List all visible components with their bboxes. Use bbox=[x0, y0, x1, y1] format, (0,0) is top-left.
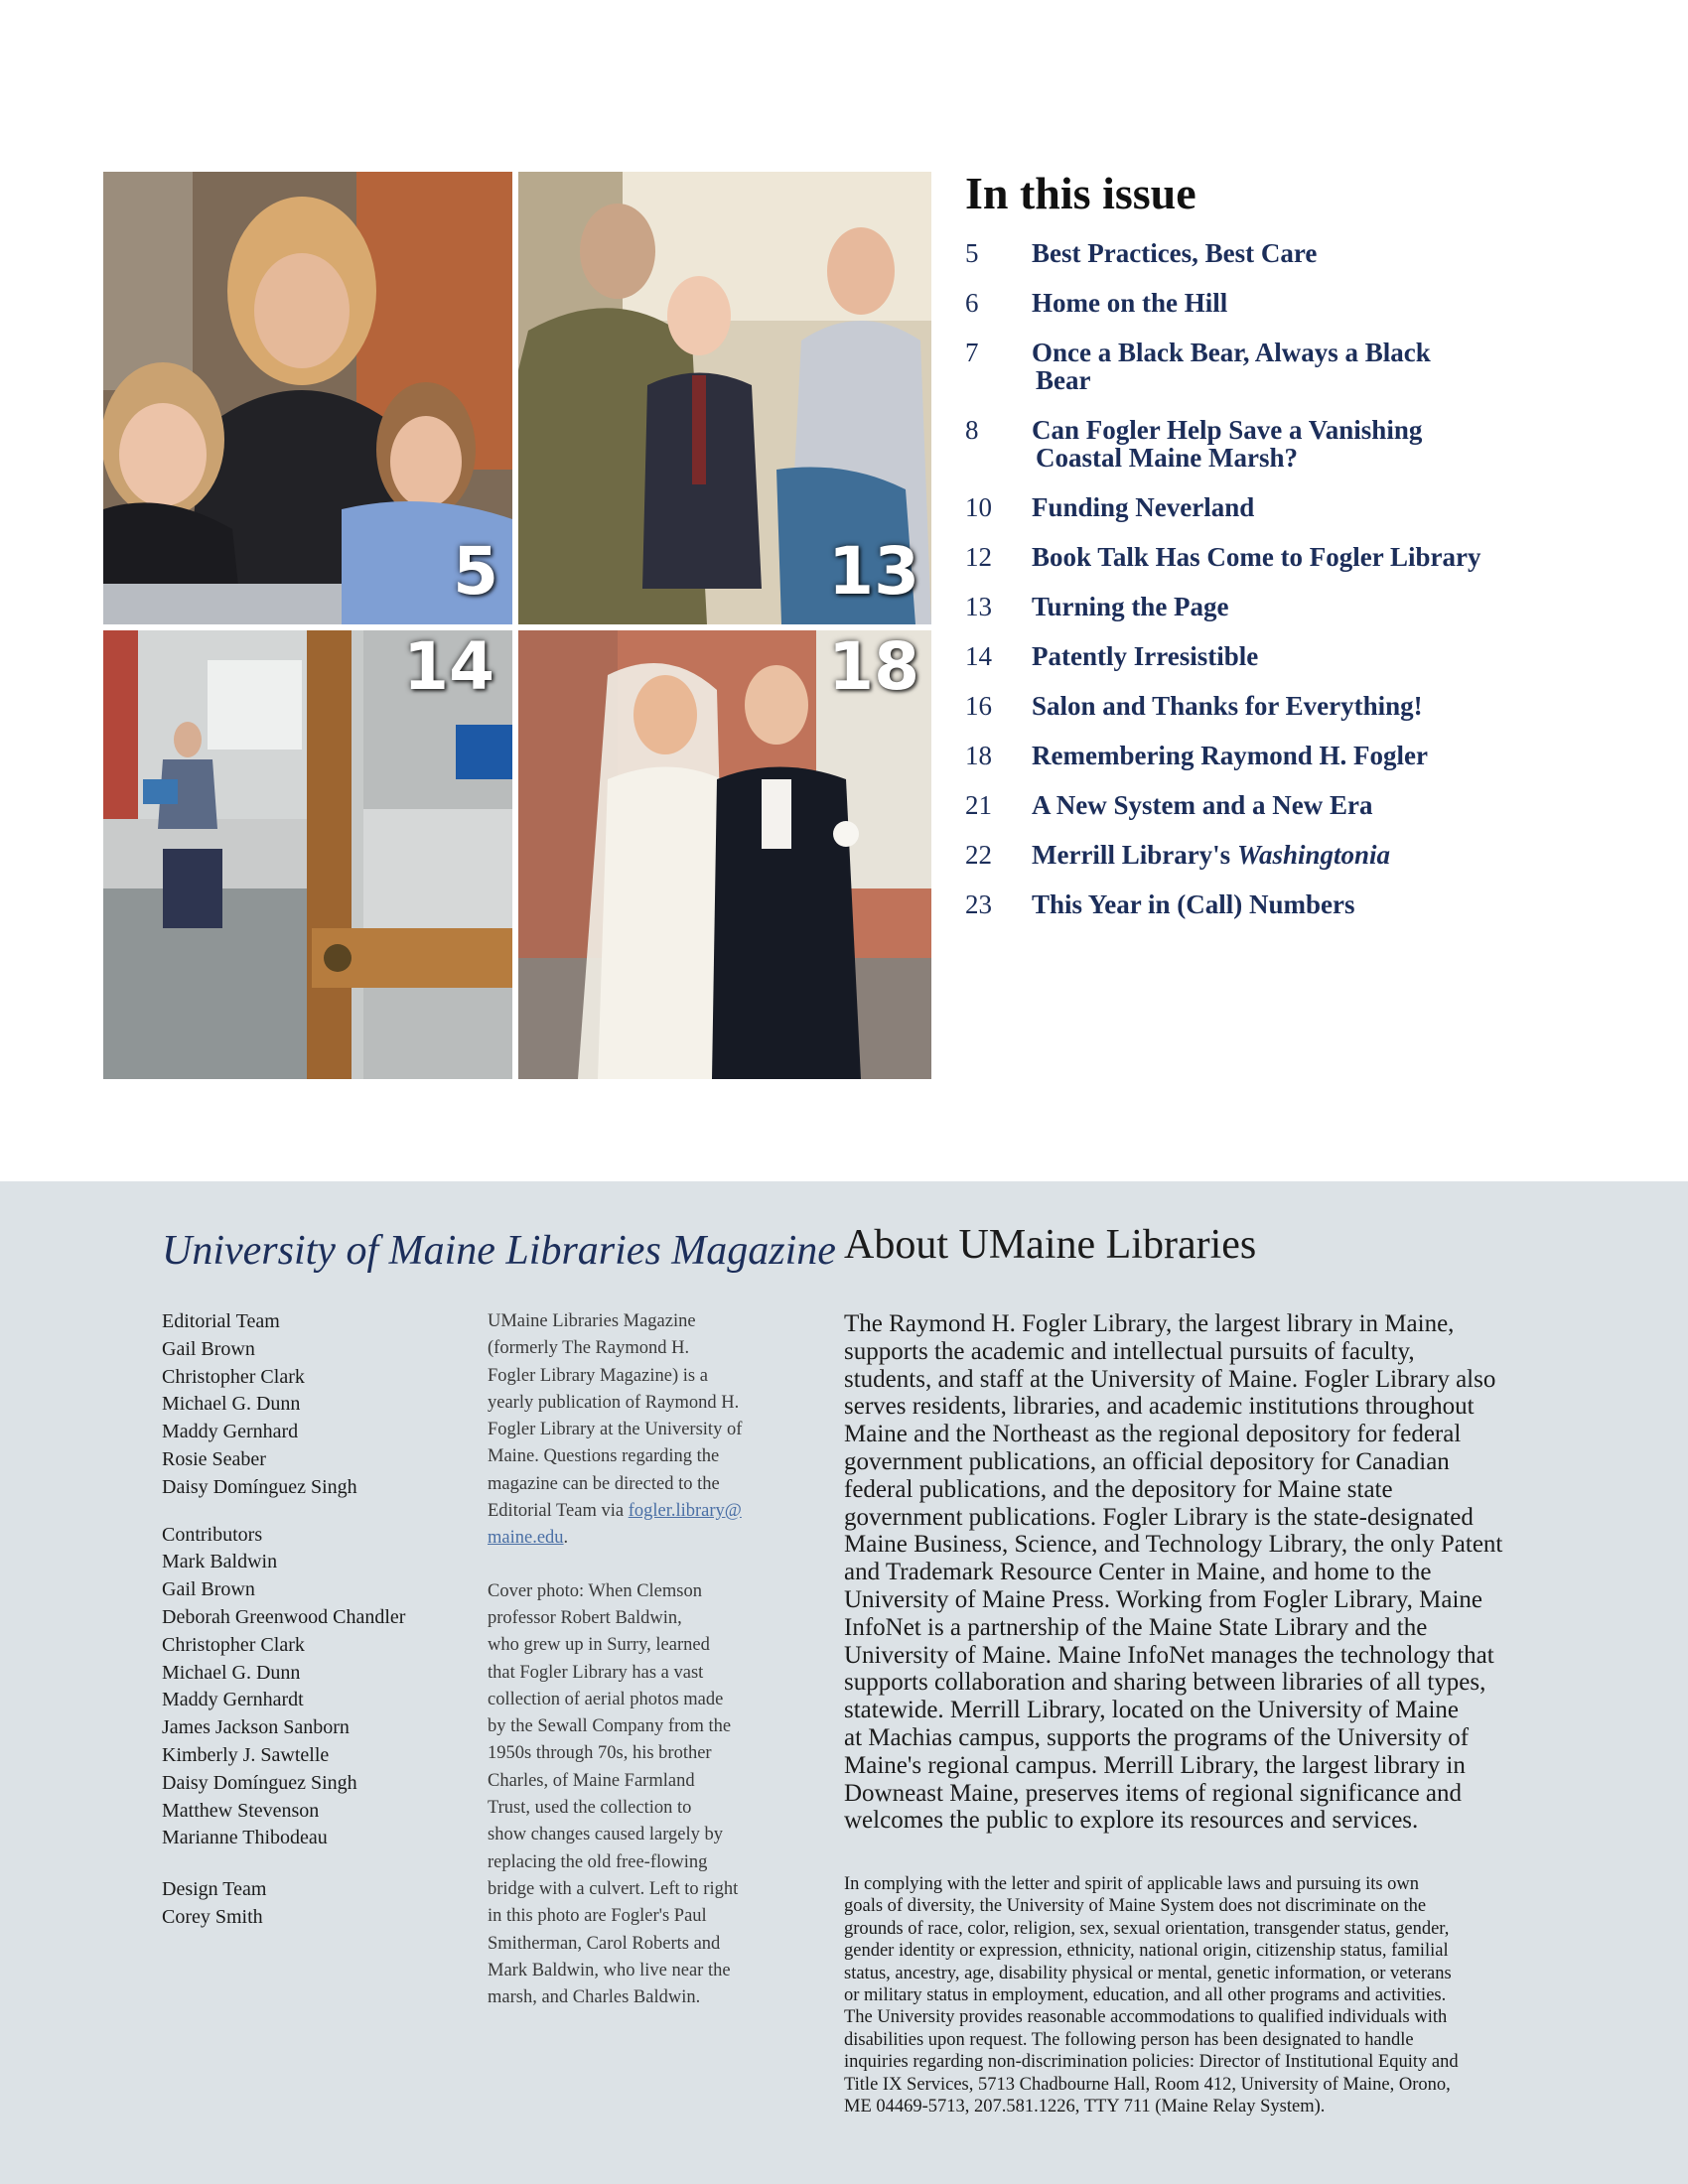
text-line: Maine. Questions regarding the bbox=[488, 1446, 720, 1467]
text-line: ME 04469-5713, 207.581.1226, TTY 711 (Maine Relay System). bbox=[844, 2097, 1326, 2117]
photo-collage bbox=[103, 172, 931, 1079]
toc-item[interactable] bbox=[965, 692, 1561, 720]
contributors-heading: Contributors bbox=[162, 1523, 263, 1546]
text-line: in this photo are Fogler's Paul bbox=[488, 1906, 707, 1927]
text-line: In complying with the letter and spirit of applicable laws and pursuing its own bbox=[844, 1874, 1420, 1894]
toc-page-number: 5 bbox=[965, 238, 979, 268]
toc-item[interactable] bbox=[965, 593, 1561, 620]
text-line: The University provides reasonable accommodations to qualified individuals with bbox=[844, 2007, 1448, 2028]
toc-item[interactable] bbox=[965, 416, 1561, 472]
text-line: Maine's regional campus. Merrill Library, the largest library in bbox=[844, 1751, 1466, 1779]
email-link-part: maine.edu bbox=[488, 1528, 564, 1549]
staff-name: Mark Baldwin bbox=[162, 1551, 278, 1573]
text-line: students, and staff at the University of Maine. Fogler Library also bbox=[844, 1365, 1496, 1393]
staff-name: Matthew Stevenson bbox=[162, 1799, 320, 1822]
staff-name: Daisy Domínguez Singh bbox=[162, 1771, 357, 1794]
staff-name: Christopher Clark bbox=[162, 1365, 305, 1388]
photo-page-number: 14 bbox=[403, 630, 494, 705]
text-line: Maine and the Northeast as the regional depository for federal bbox=[844, 1421, 1462, 1448]
staff-name: Rosie Seaber bbox=[162, 1447, 266, 1470]
text-line: replacing the old free-flowing bbox=[488, 1851, 708, 1872]
toc-item[interactable] bbox=[965, 890, 1561, 918]
editorial-team bbox=[162, 1308, 460, 1502]
staff-name: Gail Brown bbox=[162, 1337, 255, 1360]
toc-item[interactable] bbox=[965, 289, 1561, 317]
magazine-title: University of Maine Libraries Magazine bbox=[162, 1228, 836, 1274]
text-line: inquiries regarding non-discrimination policies: Director of Institutional Equity and bbox=[844, 2052, 1459, 2073]
text-line: magazine can be directed to the bbox=[488, 1473, 720, 1494]
text-line: Maine Business, Science, and Technology Library, the only Patent bbox=[844, 1531, 1503, 1559]
photo-page-number: 13 bbox=[828, 533, 919, 610]
toc-item[interactable] bbox=[965, 339, 1561, 394]
photo-page-number: 5 bbox=[453, 533, 498, 610]
text-line: University of Maine Press. Working from Fogler Library, Maine bbox=[844, 1585, 1483, 1613]
text-line: by the Sewall Company from the bbox=[488, 1716, 732, 1737]
toc-title: A New System and a New Era bbox=[1032, 790, 1373, 820]
text-line: status, ancestry, age, disability physical or mental, genetic information, or veterans bbox=[844, 1963, 1452, 1983]
toc-title: Home on the Hill bbox=[1032, 288, 1228, 318]
masthead-credits bbox=[162, 1308, 460, 1952]
toc-title: Book Talk Has Come to Fogler Library bbox=[1032, 542, 1481, 572]
toc-page-number: 6 bbox=[965, 288, 979, 318]
text-line: grounds of race, color, religion, sex, sexual orientation, transgender status, gender, bbox=[844, 1918, 1450, 1939]
text-line: and Trademark Resource Center in Maine, and home to the bbox=[844, 1559, 1432, 1586]
about-title: About UMaine Libraries bbox=[844, 1222, 1257, 1268]
toc-page-number: 22 bbox=[965, 840, 992, 870]
publication-note bbox=[488, 1308, 795, 1553]
toc-page-number: 16 bbox=[965, 691, 992, 721]
text-line: at Machias campus, supports the programs of the University of bbox=[844, 1723, 1470, 1751]
toc-item[interactable] bbox=[965, 543, 1561, 571]
toc-page-number: 12 bbox=[965, 542, 992, 572]
toc-title-line: Once a Black Bear, Always a Black bbox=[1032, 338, 1431, 367]
toc-heading: In this issue bbox=[965, 168, 1196, 218]
toc-title: Patently Irresistible bbox=[1032, 641, 1259, 671]
text-line: Cover photo: When Clemson bbox=[488, 1580, 702, 1601]
text-line: (formerly The Raymond H. bbox=[488, 1338, 690, 1359]
text-line: Smitherman, Carol Roberts and bbox=[488, 1933, 721, 1954]
text-line: welcomes the public to explore its resources and services. bbox=[844, 1807, 1419, 1835]
staff-name: Deborah Greenwood Chandler bbox=[162, 1605, 406, 1628]
toc-page-number: 13 bbox=[965, 592, 992, 621]
non-discrimination-notice bbox=[844, 1873, 1569, 2117]
toc-title-italic: Washingtonia bbox=[1236, 840, 1391, 870]
staff-name: Michael G. Dunn bbox=[162, 1393, 301, 1416]
text-line: The Raymond H. Fogler Library, the largest library in Maine, bbox=[844, 1310, 1455, 1337]
toc-title-line: Coastal Maine Marsh? bbox=[1036, 443, 1298, 473]
text-line: supports the academic and intellectual pursuits of faculty, bbox=[844, 1337, 1415, 1365]
toc-page-number: 10 bbox=[965, 492, 992, 522]
toc-item[interactable] bbox=[965, 642, 1561, 670]
toc-title: This Year in (Call) Numbers bbox=[1032, 889, 1355, 919]
staff-name: Daisy Domínguez Singh bbox=[162, 1475, 357, 1498]
text-line: UMaine Libraries Magazine bbox=[488, 1311, 696, 1331]
staff-name: Maddy Gernhard bbox=[162, 1421, 299, 1443]
text-line: 1950s through 70s, his brother bbox=[488, 1743, 712, 1764]
text-line: University of Maine. Maine InfoNet manages the technology that bbox=[844, 1641, 1494, 1669]
design-team bbox=[162, 1876, 460, 1932]
staff-name: Michael G. Dunn bbox=[162, 1661, 301, 1684]
toc-title: Salon and Thanks for Everything! bbox=[1032, 691, 1423, 721]
text-line: yearly publication of Raymond H. bbox=[488, 1392, 740, 1413]
info-panel bbox=[0, 1181, 1688, 2184]
toc-title-line: Can Fogler Help Save a Vanishing bbox=[1032, 415, 1423, 445]
text-line: federal publications, and the depository for Maine state bbox=[844, 1475, 1393, 1503]
toc-title bbox=[1032, 841, 1390, 869]
text-line: bridge with a culvert. Left to right bbox=[488, 1878, 739, 1899]
toc-page-number: 18 bbox=[965, 741, 992, 770]
text-line: government publications, an official depository for Canadian bbox=[844, 1447, 1450, 1475]
text-line: supports collaboration and sharing between libraries of all types, bbox=[844, 1669, 1486, 1697]
toc-title: Remembering Raymond H. Fogler bbox=[1032, 741, 1428, 770]
toc-title-text: Merrill Library's bbox=[1032, 840, 1237, 870]
text-line: Title IX Services, 5713 Chadbourne Hall, Room 412, University of Maine, Orono, bbox=[844, 2074, 1451, 2095]
staff-name: Corey Smith bbox=[162, 1905, 263, 1928]
staff-name: James Jackson Sanborn bbox=[162, 1716, 350, 1739]
toc-title: Turning the Page bbox=[1032, 592, 1229, 621]
text-line: InfoNet is a partnership of the Maine State Library and the bbox=[844, 1613, 1428, 1641]
text-line: government publications. Fogler Library is the state-designated bbox=[844, 1503, 1474, 1531]
text-line: gender identity or expression, ethnicity, national origin, citizenship status, familial bbox=[844, 1941, 1449, 1962]
text-line: serves residents, libraries, and academic institutions throughout bbox=[844, 1393, 1475, 1421]
text-line: goals of diversity, the University of Maine System does not discriminate on the bbox=[844, 1896, 1427, 1917]
staff-name: Kimberly J. Sawtelle bbox=[162, 1743, 330, 1766]
photo-best-practices[interactable] bbox=[103, 172, 512, 624]
text-line: Editorial Team via bbox=[488, 1501, 629, 1522]
photo-page-number: 18 bbox=[828, 630, 919, 705]
editorial-heading: Editorial Team bbox=[162, 1310, 280, 1332]
about-description bbox=[844, 1310, 1559, 1835]
text-line: collection of aerial photos made bbox=[488, 1689, 724, 1709]
toc-item[interactable] bbox=[965, 493, 1561, 521]
toc-page-number: 23 bbox=[965, 889, 992, 919]
text-line: marsh, and Charles Baldwin. bbox=[488, 1987, 701, 2008]
toc-item[interactable] bbox=[965, 239, 1561, 267]
toc-page-number: 14 bbox=[965, 641, 992, 671]
email-link-part: fogler.library@ bbox=[628, 1501, 742, 1522]
text-line: Downeast Maine, preserves items of regional significance and bbox=[844, 1779, 1463, 1807]
photo-turning-the-page[interactable] bbox=[518, 172, 931, 624]
toc-item[interactable] bbox=[965, 841, 1561, 869]
toc-title: Funding Neverland bbox=[1032, 492, 1255, 522]
staff-name: Marianne Thibodeau bbox=[162, 1827, 328, 1849]
staff-name: Maddy Gernhardt bbox=[162, 1689, 304, 1711]
text-line: professor Robert Baldwin, bbox=[488, 1607, 682, 1628]
toc-title-line: Bear bbox=[1036, 365, 1091, 395]
text-line: disabilities upon request. The following person has been designated to handle bbox=[844, 2029, 1414, 2050]
text-line: . bbox=[563, 1528, 569, 1549]
toc-title: Best Practices, Best Care bbox=[1032, 238, 1318, 268]
text-line: statewide. Merrill Library, located on the University of Maine bbox=[844, 1697, 1460, 1724]
text-line: who grew up in Surry, learned bbox=[488, 1635, 710, 1656]
text-line: show changes caused largely by bbox=[488, 1825, 724, 1845]
text-line: that Fogler Library has a vast bbox=[488, 1662, 704, 1683]
design-heading: Design Team bbox=[162, 1878, 267, 1901]
text-line: Trust, used the collection to bbox=[488, 1798, 692, 1819]
toc-title bbox=[1032, 339, 1431, 394]
text-line: Charles, of Maine Farmland bbox=[488, 1770, 695, 1791]
text-line: Fogler Library Magazine) is a bbox=[488, 1365, 708, 1386]
text-line: Fogler Library at the University of bbox=[488, 1420, 743, 1440]
contributors bbox=[162, 1522, 460, 1853]
table-of-contents bbox=[965, 167, 1561, 940]
photo-patently-irresistible[interactable] bbox=[103, 630, 512, 1079]
toc-item[interactable] bbox=[965, 791, 1561, 819]
staff-name: Christopher Clark bbox=[162, 1633, 305, 1656]
magazine-info bbox=[488, 1308, 795, 2037]
toc-page-number: 7 bbox=[965, 338, 979, 367]
photo-remembering-fogler[interactable] bbox=[518, 630, 931, 1079]
toc-item[interactable] bbox=[965, 742, 1561, 769]
cover-photo-caption bbox=[488, 1578, 795, 2012]
photo-students-at-computer bbox=[103, 172, 512, 624]
text-line: Mark Baldwin, who live near the bbox=[488, 1960, 731, 1980]
staff-name: Gail Brown bbox=[162, 1578, 255, 1601]
toc-title bbox=[1032, 416, 1422, 472]
text-line: or military status in employment, education, and all other programs and activities. bbox=[844, 1985, 1447, 2006]
toc-page-number: 21 bbox=[965, 790, 992, 820]
toc-page-number: 8 bbox=[965, 415, 979, 445]
